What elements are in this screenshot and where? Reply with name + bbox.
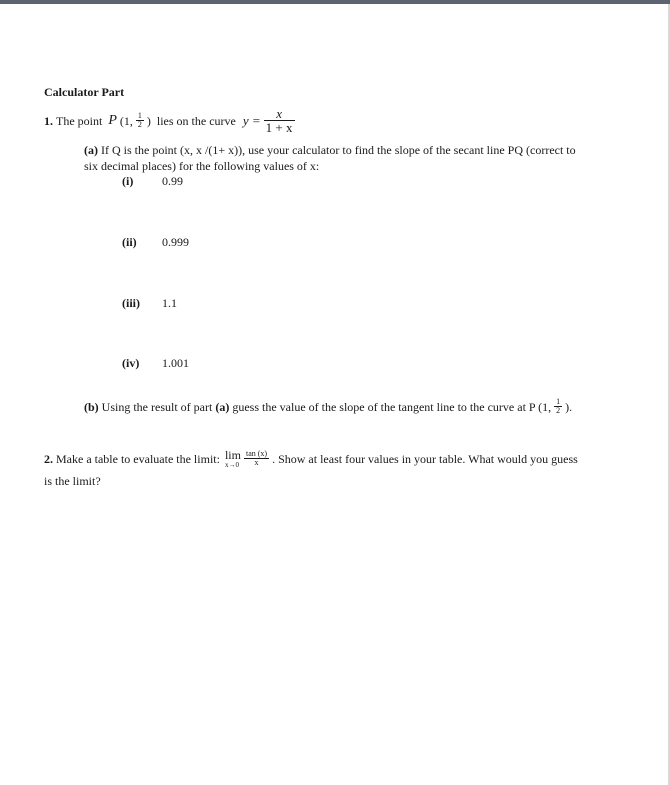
- point-open: (1,: [119, 113, 133, 128]
- item-ii-label: (ii): [122, 235, 137, 249]
- item-iv-label: (iv): [122, 356, 140, 370]
- question-2-rest: . Show at least four values in your table. What would you guess: [272, 451, 578, 466]
- question-1-number: 1.: [44, 113, 53, 128]
- question-1-intro: The point: [56, 113, 103, 128]
- question-1-curve-text: lies on the curve: [156, 113, 236, 128]
- curve-numerator: x: [264, 107, 295, 122]
- limit-denominator: x: [254, 458, 259, 468]
- limit-fraction: [244, 450, 269, 468]
- point-fraction-numerator: 1: [137, 110, 142, 120]
- point-fraction: [136, 112, 144, 130]
- part-b-fraction: [554, 398, 562, 416]
- curve-lhs: y =: [242, 113, 261, 128]
- limit-subscript: x→0: [224, 461, 239, 470]
- part-b-fraction-numerator: 1: [556, 396, 561, 406]
- section-heading: Calculator Part: [44, 85, 125, 99]
- item-iv-value: 1.001: [162, 356, 189, 370]
- document-page: [0, 4, 670, 785]
- part-b-ref: (a): [215, 399, 230, 414]
- limit-word: lim: [224, 447, 241, 462]
- item-i-value: 0.99: [162, 174, 183, 188]
- item-iii-label: (iii): [122, 296, 140, 310]
- part-b-fraction-denominator: 2: [556, 406, 561, 416]
- item-ii-value: 0.999: [162, 235, 189, 249]
- question-2-number: 2.: [44, 451, 53, 466]
- part-a-line-2: six decimal places) for the following values of x:: [84, 159, 320, 173]
- part-b-text: Using the result of part: [101, 399, 213, 414]
- part-a-line-1: [84, 143, 576, 158]
- curve-fraction: [264, 107, 295, 136]
- limit-numerator: tan (x): [245, 448, 268, 458]
- question-2-intro: Make a table to evaluate the limit:: [56, 451, 220, 466]
- point-close: ): [146, 113, 151, 128]
- question-2-line-2: is the limit?: [44, 474, 101, 488]
- point-fraction-denominator: 2: [137, 120, 142, 130]
- question-1-line: [44, 106, 295, 136]
- limit-operator: [225, 449, 241, 469]
- question-2-line: [44, 444, 578, 474]
- part-b-close: ).: [565, 399, 573, 414]
- part-a-text-1: If Q is the point (x, x /(1+ x)), use your calculator to find the slope of the secant line PQ (correct to: [101, 143, 576, 157]
- point-name: P: [108, 113, 117, 128]
- part-b-label: (b): [84, 399, 99, 414]
- part-a-label: (a): [84, 143, 98, 157]
- curve-denominator: 1 + x: [265, 120, 293, 136]
- item-i-label: (i): [122, 174, 134, 188]
- part-b-line: [84, 394, 572, 420]
- item-iii-value: 1.1: [162, 296, 177, 310]
- part-b-text-2: guess the value of the slope of the tangent line to the curve at P (1,: [232, 399, 552, 414]
